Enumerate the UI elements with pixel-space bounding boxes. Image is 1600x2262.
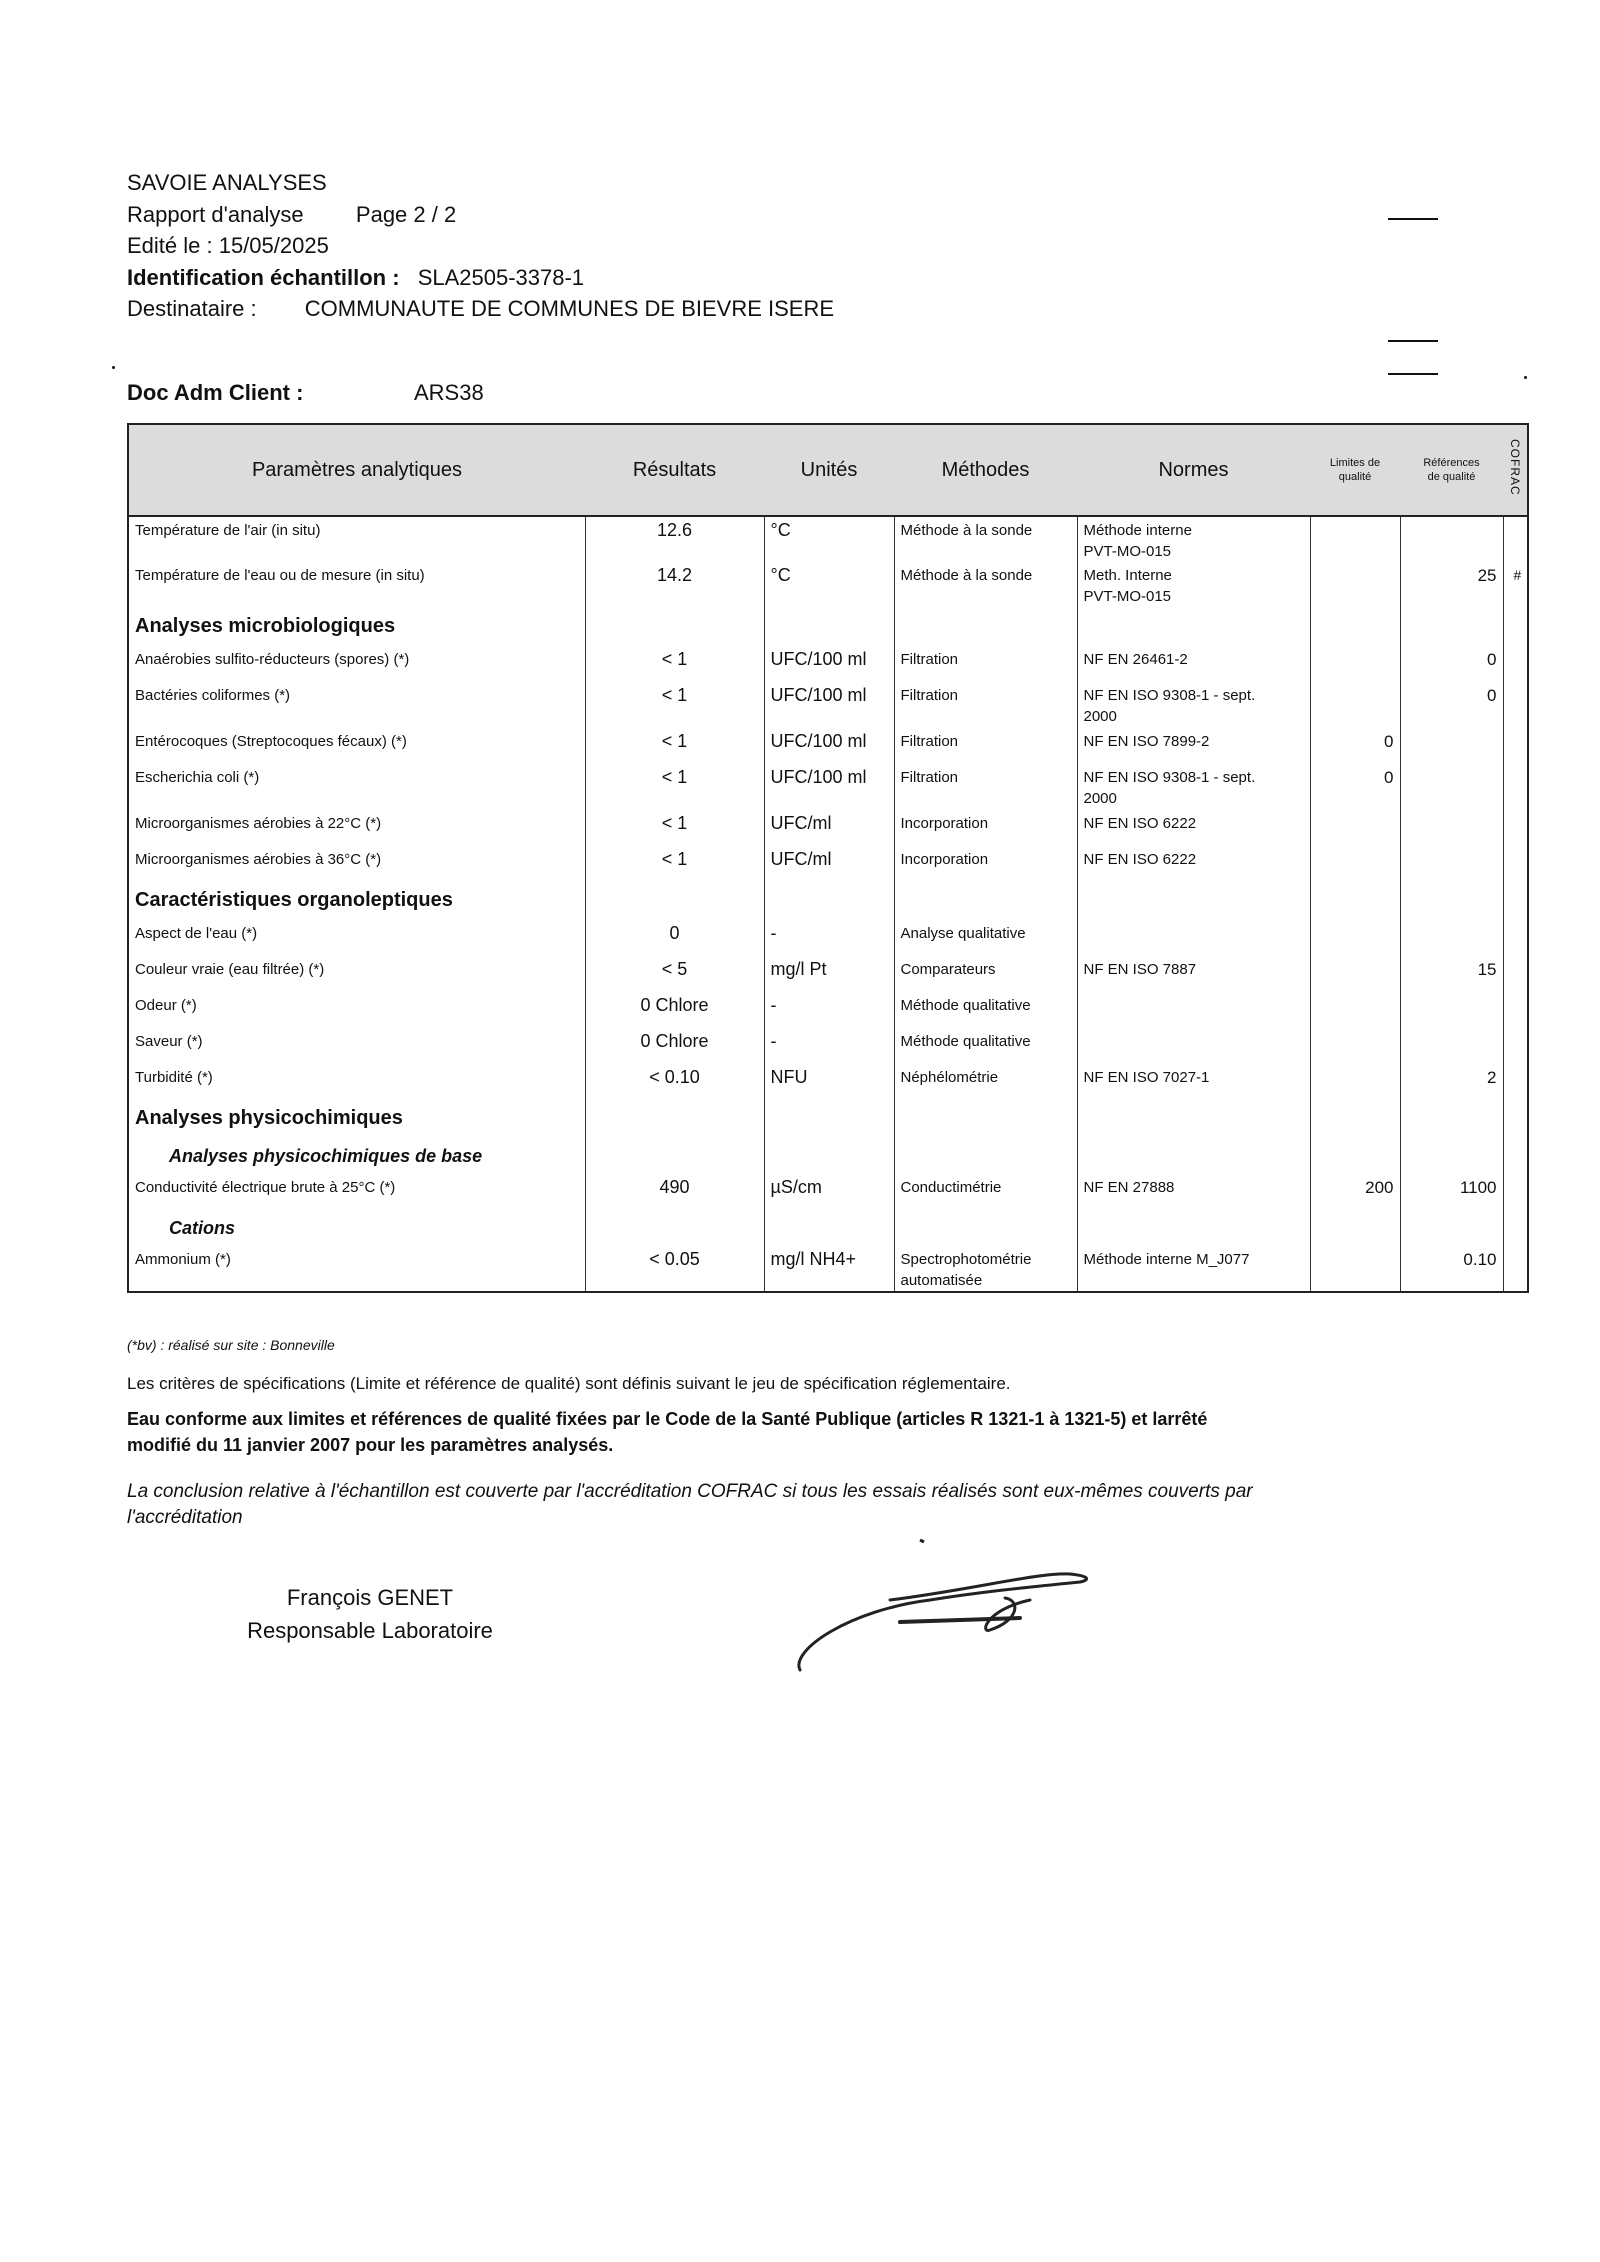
reference-cell bbox=[1400, 1028, 1503, 1064]
limit-cell bbox=[1310, 992, 1400, 1028]
cofrac-line-2: l'accréditation bbox=[127, 1507, 243, 1528]
section-row bbox=[128, 882, 1528, 920]
param-cell: Microorganismes aérobies à 36°C (*) bbox=[128, 846, 585, 882]
method-cell: Filtration bbox=[894, 764, 1077, 810]
empty-cell-norm bbox=[1077, 1100, 1310, 1138]
reference-cell: 2 bbox=[1400, 1064, 1503, 1100]
param-cell: Bactéries coliformes (*) bbox=[128, 682, 585, 728]
col-header-refs bbox=[1400, 424, 1503, 516]
table-row bbox=[128, 920, 1528, 956]
method-cell: Néphélométrie bbox=[894, 1064, 1077, 1100]
cofrac-cell bbox=[1503, 516, 1528, 562]
col-header-method: Méthodes bbox=[894, 424, 1077, 516]
margin-mark bbox=[1388, 373, 1438, 375]
empty-cell-limit bbox=[1310, 608, 1400, 646]
empty-cell-result bbox=[585, 608, 764, 646]
method-cell: Filtration bbox=[894, 646, 1077, 682]
norm-line-2: PVT-MO-015 bbox=[1083, 543, 1172, 560]
limit-cell bbox=[1310, 562, 1400, 608]
method-cell: Méthode à la sonde bbox=[894, 516, 1077, 562]
result-cell: 0 Chlore bbox=[585, 992, 764, 1028]
lab-name: SAVOIE ANALYSES bbox=[127, 170, 327, 195]
cofrac-cell bbox=[1503, 810, 1528, 846]
empty-cell-method bbox=[894, 1138, 1077, 1174]
empty-cell-norm bbox=[1077, 608, 1310, 646]
client-label: Doc Adm Client : bbox=[127, 380, 304, 405]
method-cell: Incorporation bbox=[894, 846, 1077, 882]
empty-cell-unit bbox=[764, 608, 894, 646]
section-row bbox=[128, 1100, 1528, 1138]
empty-cell-ref bbox=[1400, 608, 1503, 646]
result-cell: < 1 bbox=[585, 846, 764, 882]
norm-cell bbox=[1077, 920, 1310, 956]
unit-cell: - bbox=[764, 992, 894, 1028]
section-title: Caractéristiques organoleptiques bbox=[128, 882, 585, 920]
site-note: (*bv) : réalisé sur site : Bonneville bbox=[127, 1337, 335, 1353]
method-cell: Analyse qualitative bbox=[894, 920, 1077, 956]
recipient-line bbox=[127, 296, 834, 322]
norm-cell bbox=[1077, 1028, 1310, 1064]
cofrac-cell bbox=[1503, 956, 1528, 992]
criteria-text: Les critères de spécifications (Limite et référence de qualité) sont définis suivant le jeu de spécification réglementaire. bbox=[127, 1374, 1011, 1393]
empty-cell-method bbox=[894, 1100, 1077, 1138]
method-cell: Conductimétrie bbox=[894, 1174, 1077, 1210]
result-cell: 0 Chlore bbox=[585, 1028, 764, 1064]
empty-cell-ref bbox=[1400, 1210, 1503, 1246]
empty-cell-method bbox=[894, 1210, 1077, 1246]
result-cell: < 1 bbox=[585, 682, 764, 728]
empty-cell-norm bbox=[1077, 882, 1310, 920]
table-row bbox=[128, 646, 1528, 682]
limit-cell: 0 bbox=[1310, 764, 1400, 810]
cofrac-cell bbox=[1503, 728, 1528, 764]
norm-line-1: NF EN ISO 6222 bbox=[1083, 851, 1197, 868]
norm-cell bbox=[1077, 516, 1310, 562]
col-header-limits-l2: qualité bbox=[1338, 471, 1372, 483]
limit-cell: 0 bbox=[1310, 728, 1400, 764]
col-header-param: Paramètres analytiques bbox=[128, 424, 585, 516]
limit-cell bbox=[1310, 810, 1400, 846]
param-cell: Couleur vraie (eau filtrée) (*) bbox=[128, 956, 585, 992]
table-header-row bbox=[128, 424, 1528, 516]
reference-cell bbox=[1400, 516, 1503, 562]
reference-cell bbox=[1400, 764, 1503, 810]
empty-cell-result bbox=[585, 1100, 764, 1138]
param-cell: Conductivité électrique brute à 25°C (*) bbox=[128, 1174, 585, 1210]
cofrac-cell bbox=[1503, 846, 1528, 882]
norm-cell bbox=[1077, 1246, 1310, 1292]
reference-cell: 1100 bbox=[1400, 1174, 1503, 1210]
margin-mark bbox=[1388, 218, 1438, 220]
limit-cell bbox=[1310, 646, 1400, 682]
reference-cell bbox=[1400, 992, 1503, 1028]
param-cell: Anaérobies sulfito-réducteurs (spores) (*) bbox=[128, 646, 585, 682]
result-cell: < 1 bbox=[585, 646, 764, 682]
limit-cell bbox=[1310, 846, 1400, 882]
reference-cell: 0.10 bbox=[1400, 1246, 1503, 1292]
limit-cell: 200 bbox=[1310, 1174, 1400, 1210]
result-cell: < 0.05 bbox=[585, 1246, 764, 1292]
limit-cell bbox=[1310, 682, 1400, 728]
section-title: Analyses microbiologiques bbox=[128, 608, 585, 646]
norm-line-2: 2000 bbox=[1083, 708, 1117, 725]
reference-cell: 0 bbox=[1400, 646, 1503, 682]
norm-line-1: NF EN ISO 6222 bbox=[1083, 815, 1197, 832]
empty-cell-unit bbox=[764, 1210, 894, 1246]
conformity-line-2: modifié du 11 janvier 2007 pour les paramètres analysés. bbox=[127, 1435, 614, 1455]
norm-cell bbox=[1077, 810, 1310, 846]
result-cell: 12.6 bbox=[585, 516, 764, 562]
norm-cell bbox=[1077, 562, 1310, 608]
report-line bbox=[127, 202, 456, 228]
unit-cell: UFC/100 ml bbox=[764, 764, 894, 810]
subsection-title: Analyses physicochimiques de base bbox=[128, 1138, 585, 1174]
page-number: Page 2 / 2 bbox=[355, 202, 457, 227]
result-cell: < 5 bbox=[585, 956, 764, 992]
cofrac-cell bbox=[1503, 646, 1528, 682]
unit-cell: UFC/100 ml bbox=[764, 682, 894, 728]
reference-cell bbox=[1400, 920, 1503, 956]
norm-cell bbox=[1077, 1064, 1310, 1100]
cofrac-cell bbox=[1503, 1174, 1528, 1210]
cofrac-line-1: La conclusion relative à l'échantillon est couverte par l'accréditation COFRAC si tous les essais réalisés sont eux-mêmes couverts par bbox=[127, 1481, 1253, 1502]
result-cell: 490 bbox=[585, 1174, 764, 1210]
norm-line-1: NF EN 26461-2 bbox=[1083, 651, 1188, 668]
unit-cell: mg/l Pt bbox=[764, 956, 894, 992]
norm-cell bbox=[1077, 728, 1310, 764]
table-row bbox=[128, 1246, 1528, 1292]
norm-line-1: NF EN ISO 7887 bbox=[1083, 961, 1197, 978]
norm-line-2: PVT-MO-015 bbox=[1083, 588, 1172, 605]
unit-cell: UFC/ml bbox=[764, 846, 894, 882]
col-header-cofrac bbox=[1503, 424, 1528, 516]
reference-cell bbox=[1400, 846, 1503, 882]
empty-cell-ref bbox=[1400, 1138, 1503, 1174]
result-cell: < 1 bbox=[585, 764, 764, 810]
cofrac-cell bbox=[1503, 562, 1528, 608]
param-cell: Saveur (*) bbox=[128, 1028, 585, 1064]
norm-line-1: NF EN ISO 9308-1 - sept. bbox=[1083, 769, 1256, 786]
cofrac-flag: # bbox=[1513, 567, 1522, 583]
unit-cell: °C bbox=[764, 562, 894, 608]
param-cell: Aspect de l'eau (*) bbox=[128, 920, 585, 956]
limit-cell bbox=[1310, 516, 1400, 562]
limit-cell bbox=[1310, 1064, 1400, 1100]
unit-cell: - bbox=[764, 1028, 894, 1064]
empty-cell-norm bbox=[1077, 1138, 1310, 1174]
cofrac-cell bbox=[1503, 1028, 1528, 1064]
unit-cell: UFC/100 ml bbox=[764, 646, 894, 682]
norm-line-1: Méthode interne bbox=[1083, 522, 1192, 539]
signature-image bbox=[790, 1530, 1110, 1680]
norm-cell bbox=[1077, 1174, 1310, 1210]
param-cell: Turbidité (*) bbox=[128, 1064, 585, 1100]
empty-cell-result bbox=[585, 882, 764, 920]
client-value: ARS38 bbox=[414, 380, 484, 405]
table-row bbox=[128, 1028, 1528, 1064]
empty-cell-cofrac bbox=[1503, 608, 1528, 646]
result-cell: 0 bbox=[585, 920, 764, 956]
result-cell: 14.2 bbox=[585, 562, 764, 608]
table-row bbox=[128, 1174, 1528, 1210]
empty-cell-cofrac bbox=[1503, 1100, 1528, 1138]
cofrac-cell bbox=[1503, 992, 1528, 1028]
method-cell: Filtration bbox=[894, 728, 1077, 764]
empty-cell-cofrac bbox=[1503, 1138, 1528, 1174]
cofrac-label: COFRAC bbox=[1508, 438, 1522, 496]
table-row bbox=[128, 764, 1528, 810]
signer-title: Responsable Laboratoire bbox=[247, 1618, 493, 1643]
param-cell: Microorganismes aérobies à 22°C (*) bbox=[128, 810, 585, 846]
empty-cell-ref bbox=[1400, 882, 1503, 920]
norm-line-1: Méthode interne M_J077 bbox=[1083, 1251, 1250, 1268]
col-header-unit: Unités bbox=[764, 424, 894, 516]
section-title: Analyses physicochimiques bbox=[128, 1100, 585, 1138]
report-label: Rapport d'analyse bbox=[127, 202, 304, 227]
limit-cell bbox=[1310, 1028, 1400, 1064]
table-row bbox=[128, 810, 1528, 846]
col-header-norm: Normes bbox=[1077, 424, 1310, 516]
param-cell: Température de l'air (in situ) bbox=[128, 516, 585, 562]
limit-cell bbox=[1310, 956, 1400, 992]
cofrac-cell bbox=[1503, 920, 1528, 956]
cofrac-cell bbox=[1503, 1064, 1528, 1100]
empty-cell-limit bbox=[1310, 1138, 1400, 1174]
empty-cell-limit bbox=[1310, 882, 1400, 920]
client-line bbox=[127, 380, 484, 406]
reference-cell: 25 bbox=[1400, 562, 1503, 608]
col-header-refs-l1: Références bbox=[1423, 457, 1480, 469]
method-cell: Méthode à la sonde bbox=[894, 562, 1077, 608]
col-header-limits-l1: Limites de bbox=[1329, 457, 1381, 469]
subsection-title: Cations bbox=[128, 1210, 585, 1246]
margin-mark bbox=[1388, 340, 1438, 342]
empty-cell-unit bbox=[764, 1100, 894, 1138]
norm-cell bbox=[1077, 682, 1310, 728]
edit-date: Edité le : 15/05/2025 bbox=[127, 233, 329, 258]
signer-name: François GENET bbox=[286, 1585, 454, 1610]
norm-line-1: Meth. Interne bbox=[1083, 567, 1172, 584]
method-cell: Comparateurs bbox=[894, 956, 1077, 992]
margin-dot bbox=[1524, 376, 1527, 379]
empty-cell-cofrac bbox=[1503, 882, 1528, 920]
empty-cell-unit bbox=[764, 1138, 894, 1174]
norm-cell bbox=[1077, 846, 1310, 882]
reference-cell bbox=[1400, 810, 1503, 846]
param-cell: Odeur (*) bbox=[128, 992, 585, 1028]
result-cell: < 1 bbox=[585, 728, 764, 764]
norm-cell bbox=[1077, 646, 1310, 682]
reference-cell bbox=[1400, 728, 1503, 764]
cofrac-cell bbox=[1503, 682, 1528, 728]
empty-cell-method bbox=[894, 882, 1077, 920]
result-cell: < 1 bbox=[585, 810, 764, 846]
table-row bbox=[128, 562, 1528, 608]
table-row bbox=[128, 682, 1528, 728]
recipient-name: COMMUNAUTE DE COMMUNES DE BIEVRE ISERE bbox=[304, 296, 835, 321]
norm-line-1: NF EN ISO 7027-1 bbox=[1083, 1069, 1210, 1086]
param-cell: Escherichia coli (*) bbox=[128, 764, 585, 810]
norm-line-2: 2000 bbox=[1083, 790, 1117, 807]
sample-label: Identification échantillon : bbox=[127, 265, 400, 290]
empty-cell-result bbox=[585, 1138, 764, 1174]
norm-cell bbox=[1077, 956, 1310, 992]
table-row bbox=[128, 956, 1528, 992]
result-cell: < 0.10 bbox=[585, 1064, 764, 1100]
sample-line bbox=[127, 265, 584, 291]
margin-dot bbox=[112, 366, 115, 369]
method-cell: Incorporation bbox=[894, 810, 1077, 846]
recipient-label: Destinataire : bbox=[127, 296, 257, 321]
unit-cell: UFC/ml bbox=[764, 810, 894, 846]
table-row bbox=[128, 1064, 1528, 1100]
param-cell: Ammonium (*) bbox=[128, 1246, 585, 1292]
col-header-result: Résultats bbox=[585, 424, 764, 516]
table-row bbox=[128, 846, 1528, 882]
reference-cell: 0 bbox=[1400, 682, 1503, 728]
norm-line-1: NF EN 27888 bbox=[1083, 1179, 1175, 1196]
empty-cell-limit bbox=[1310, 1100, 1400, 1138]
empty-cell-cofrac bbox=[1503, 1210, 1528, 1246]
subsection-row bbox=[128, 1210, 1528, 1246]
section-row bbox=[128, 608, 1528, 646]
method-cell: Spectrophotométrie automatisée bbox=[894, 1246, 1077, 1292]
empty-cell-norm bbox=[1077, 1210, 1310, 1246]
method-cell: Méthode qualitative bbox=[894, 1028, 1077, 1064]
unit-cell: - bbox=[764, 920, 894, 956]
results-table bbox=[127, 423, 1529, 1293]
param-cell: Entérocoques (Streptocoques fécaux) (*) bbox=[128, 728, 585, 764]
empty-cell-method bbox=[894, 608, 1077, 646]
reference-cell: 15 bbox=[1400, 956, 1503, 992]
empty-cell-unit bbox=[764, 882, 894, 920]
limit-cell bbox=[1310, 1246, 1400, 1292]
conformity-line-1: Eau conforme aux limites et références de qualité fixées par le Code de la Santé Publique (articles R 1321-1 à 1321-5) et larrêté bbox=[127, 1409, 1208, 1429]
table-row bbox=[128, 992, 1528, 1028]
col-header-refs-l2: de qualité bbox=[1427, 471, 1476, 483]
method-cell: Méthode qualitative bbox=[894, 992, 1077, 1028]
unit-cell: °C bbox=[764, 516, 894, 562]
unit-cell: mg/l NH4+ bbox=[764, 1246, 894, 1292]
empty-cell-result bbox=[585, 1210, 764, 1246]
method-cell: Filtration bbox=[894, 682, 1077, 728]
empty-cell-ref bbox=[1400, 1100, 1503, 1138]
unit-cell: NFU bbox=[764, 1064, 894, 1100]
norm-line-1: NF EN ISO 9308-1 - sept. bbox=[1083, 687, 1256, 704]
norm-cell bbox=[1077, 992, 1310, 1028]
cofrac-cell bbox=[1503, 764, 1528, 810]
empty-cell-limit bbox=[1310, 1210, 1400, 1246]
sample-id: SLA2505-3378-1 bbox=[417, 265, 585, 290]
cofrac-cell bbox=[1503, 1246, 1528, 1292]
limit-cell bbox=[1310, 920, 1400, 956]
table-row bbox=[128, 516, 1528, 562]
unit-cell: UFC/100 ml bbox=[764, 728, 894, 764]
table-row bbox=[128, 728, 1528, 764]
norm-cell bbox=[1077, 764, 1310, 810]
subsection-row bbox=[128, 1138, 1528, 1174]
col-header-limits bbox=[1310, 424, 1400, 516]
norm-line-1: NF EN ISO 7899-2 bbox=[1083, 733, 1210, 750]
unit-cell: µS/cm bbox=[764, 1174, 894, 1210]
param-cell: Température de l'eau ou de mesure (in situ) bbox=[128, 562, 585, 608]
